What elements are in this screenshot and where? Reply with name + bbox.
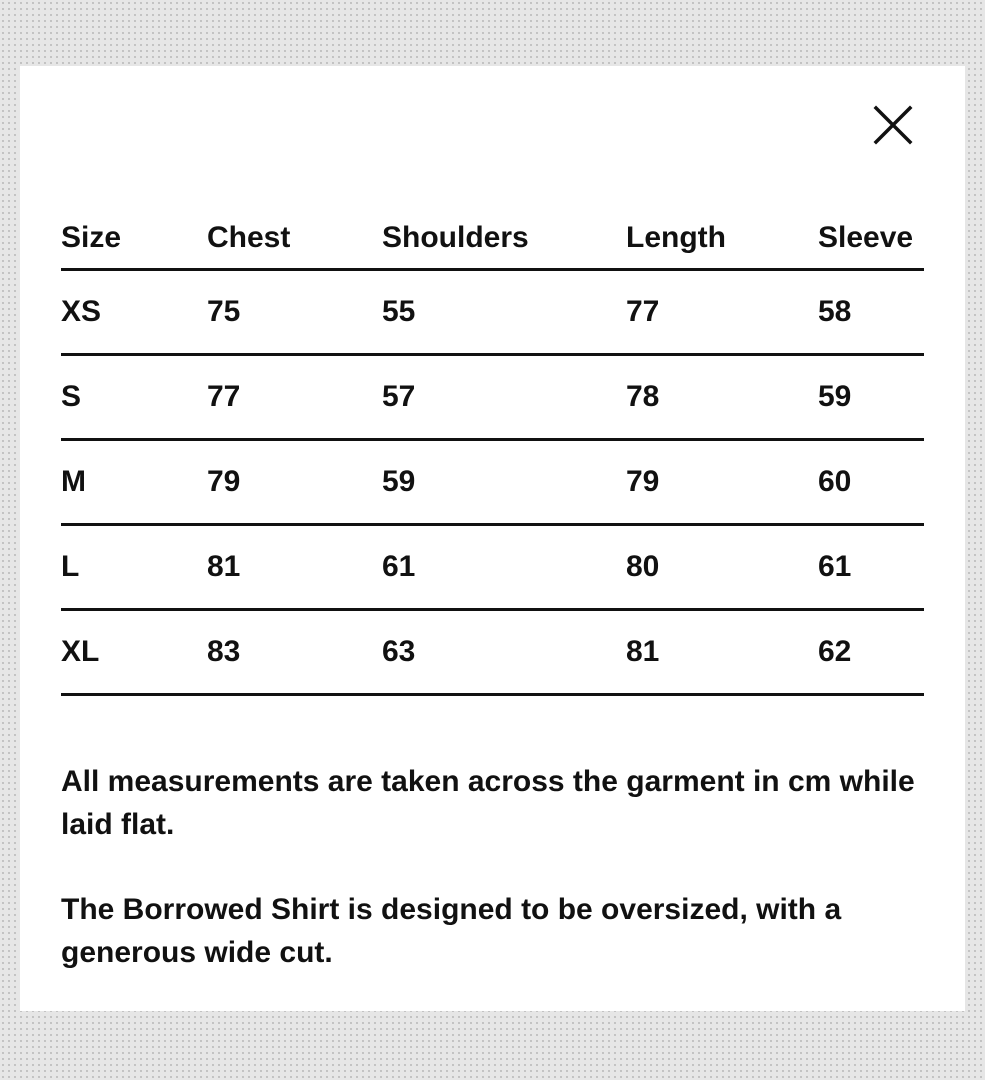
size-guide-modal	[20, 66, 965, 1011]
sleeve-cell: 61	[818, 525, 924, 610]
length-cell: 81	[626, 610, 818, 695]
chest-cell: 81	[207, 525, 382, 610]
column-header-chest: Chest	[207, 208, 382, 270]
table-row	[61, 525, 924, 610]
column-header-length: Length	[626, 208, 818, 270]
column-header-sleeve: Sleeve	[818, 208, 924, 270]
column-header-shoulders: Shoulders	[382, 208, 626, 270]
size-cell: S	[61, 355, 207, 440]
sleeve-cell: 60	[818, 440, 924, 525]
length-cell: 80	[626, 525, 818, 610]
column-header-size: Size	[61, 208, 207, 270]
size-cell: L	[61, 525, 207, 610]
chest-cell: 75	[207, 270, 382, 355]
close-icon	[872, 104, 914, 146]
shoulders-cell: 61	[382, 525, 626, 610]
sleeve-cell: 62	[818, 610, 924, 695]
length-cell: 77	[626, 270, 818, 355]
close-button[interactable]	[872, 104, 914, 146]
shoulders-cell: 55	[382, 270, 626, 355]
size-cell: M	[61, 440, 207, 525]
length-cell: 79	[626, 440, 818, 525]
shoulders-cell: 63	[382, 610, 626, 695]
size-cell: XS	[61, 270, 207, 355]
sleeve-cell: 58	[818, 270, 924, 355]
length-cell: 78	[626, 355, 818, 440]
size-chart-table	[61, 208, 924, 696]
table-row	[61, 355, 924, 440]
table-row	[61, 610, 924, 695]
table-row	[61, 440, 924, 525]
chest-cell: 79	[207, 440, 382, 525]
table-header-row	[61, 208, 924, 270]
shoulders-cell: 57	[382, 355, 626, 440]
size-cell: XL	[61, 610, 207, 695]
size-guide-notes	[61, 760, 921, 974]
table-row	[61, 270, 924, 355]
sleeve-cell: 59	[818, 355, 924, 440]
measurement-note: All measurements are taken across the garment in cm while laid flat.	[61, 765, 915, 841]
chest-cell: 83	[207, 610, 382, 695]
shoulders-cell: 59	[382, 440, 626, 525]
fit-note: The Borrowed Shirt is designed to be oversized, with a generous wide cut.	[61, 893, 842, 969]
chest-cell: 77	[207, 355, 382, 440]
